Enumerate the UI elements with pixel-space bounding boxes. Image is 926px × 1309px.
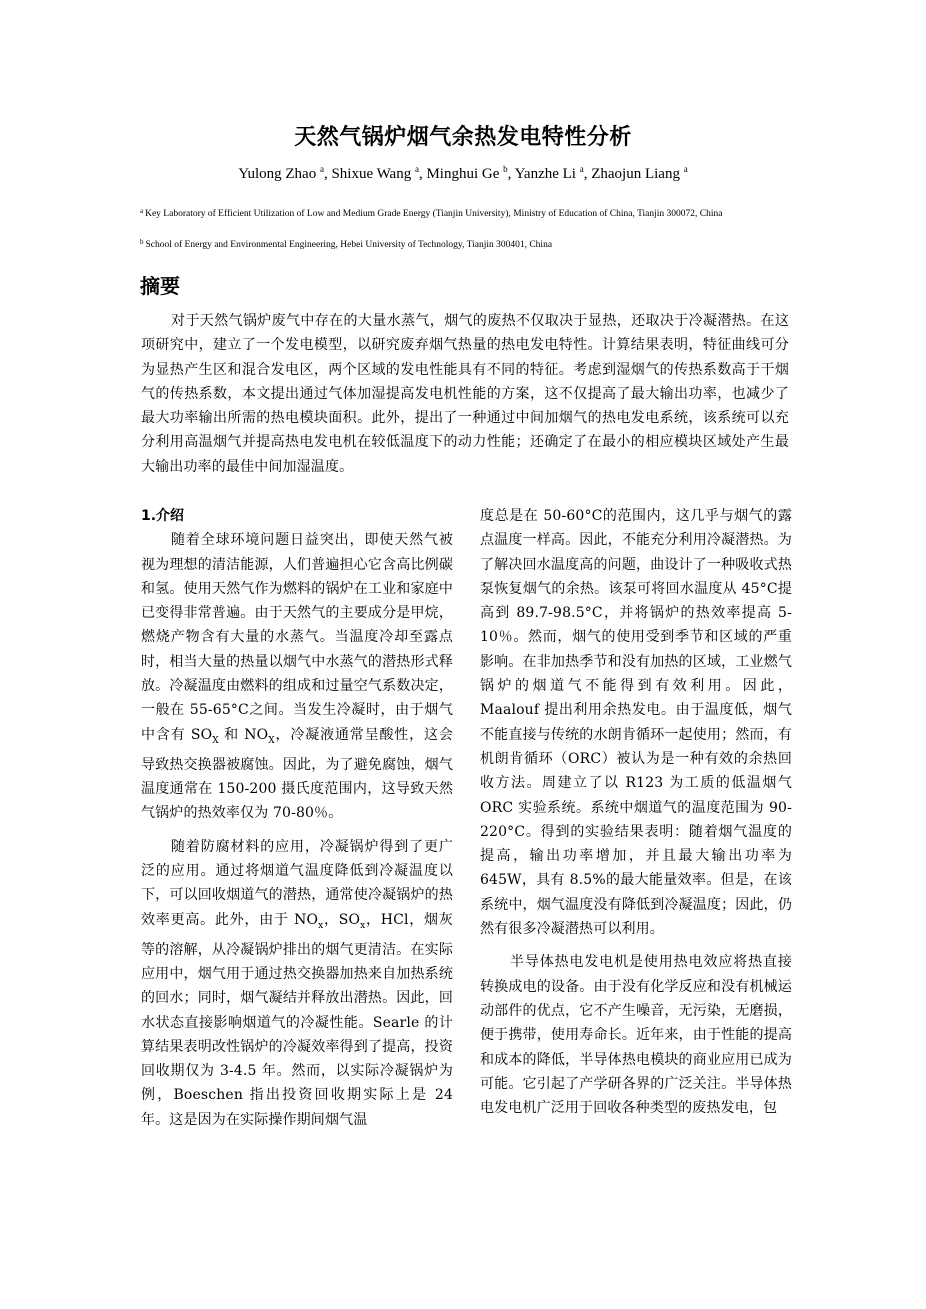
author-name: Yulong Zhao — [238, 166, 317, 182]
left-column — [141, 504, 453, 1132]
affiliation-a — [140, 207, 800, 219]
subscript: x — [360, 920, 366, 931]
intro-paragraph-1 — [141, 528, 453, 825]
text-run: ，冷凝液通常呈酸性，这会导致热交换器被腐蚀。因此，为了避免腐蚀，烟气温度通常在 150-200 摄氏度范围内，这导致天然气锅炉的热效率仅为 70-80％。 — [141, 726, 453, 822]
text-run: 和 NO — [218, 726, 269, 743]
affiliation-mark: a — [140, 207, 144, 215]
paper-title: 天然气锅炉烟气余热发电特性分析 — [294, 125, 632, 150]
text-run: 随着防腐材料的应用，冷凝锅炉得到了更广泛的应用。通过将烟道气温度降低到冷凝温度以下，可以回收烟道气的潜热，通常使冷凝锅炉的热效率更高。此外，由于 NO — [141, 838, 453, 928]
text-run: ，SO — [323, 911, 361, 928]
affiliation-b — [140, 238, 800, 250]
author-affil-mark: a — [319, 164, 324, 174]
affiliation-text: Key Laboratory of Efficient Utilization of Low and Medium Grade Energy (Tianjin University), Ministry of Education of China, Tianjin 300072, China — [145, 209, 723, 219]
author-affil-mark: a — [683, 164, 688, 174]
abstract-heading: 摘要 — [140, 274, 180, 298]
affiliation-text: School of Energy and Environmental Engineering, Hebei University of Technology, Tianjin 300401, China — [145, 240, 553, 250]
author-name: Yanzhe Li — [514, 166, 576, 182]
intro-paragraph-2 — [141, 835, 453, 1132]
text-run: 随着全球环境问题日益突出，即使天然气被视为理想的清洁能源，人们普遍担心它含高比例碳和氢。使用天然气作为燃料的锅炉在工业和家庭中已变得非常普遍。由于天然气的主要成分是甲烷，燃烧产物含有大量的水蒸气。当温度冷却至露点时，相当大量的热量以烟气中水蒸气的潜热形式释放。冷凝温度由燃料的组成和过量空气系数决定，一般在 55-65°C之间。当发生冷凝时，由于烟气中含有 SO — [141, 532, 453, 743]
intro-paragraph-3: 半导体热电发电机是使用热电效应将热直接转换成电的设备。由于没有化学反应和没有机械运动部件的优点，它不产生噪音，无污染，无磨损，便于携带，使用寿命长。近年来，由于性能的提高和成本的降低，半导体热电模块的商业应用已成为可能。它引起了产学研各界的广泛关注。半导体热电发电机广泛用于回收各种类型的废热发电，包 — [480, 954, 792, 1117]
section-heading-intro: 1.介绍 — [141, 508, 185, 524]
author-name: Minghui Ge — [426, 166, 500, 182]
author-name: Shixue Wang — [331, 166, 412, 182]
author-affil-mark: b — [503, 164, 508, 174]
right-column — [480, 504, 792, 1120]
author-affil-mark: a — [414, 164, 419, 174]
intro-paragraph-2-continued: 度总是在 50-60°C的范围内，这几乎与烟气的露点温度一样高。因此，不能充分利用冷凝潜热。为了解决回水温度高的问题，曲设计了一种吸收式热泵恢复烟气的余热。该泵可将回水温度从 45°C提高到 89.7-98.5°C，并将锅炉的热效率提高 5-10％。然而，烟气的使用受到季节和区域的严重影响。在非加热季节和没有加热的区域，工业燃气锅炉的烟道气不能得到有效利用。因此，Maalouf 提出利用余热发电。由于温度低，烟气不能直接与传统的水朗肯循环一起使用；然而，有机朗肯循环（ORC）被认为是一种有效的余热回收方法。周建立了以 R123 为工质的低温烟气 ORC 实验系统。系统中烟道气的温度范围为 90-220°C。得到的实验结果表明：随着烟气温度的提高，输出功率增加，并且最大输出功率为 645W，具有 8.5%的最大能量效率。但是，在该系统中，烟气温度没有降低到冷凝温度；因此，仍然有很多冷凝潜热可以利用。 — [480, 508, 792, 938]
subscript: x — [318, 920, 324, 931]
subscript: X — [212, 735, 219, 746]
subscript: X — [268, 735, 275, 746]
affiliation-mark: b — [140, 238, 144, 246]
author-affil-mark: a — [579, 164, 584, 174]
abstract-body: 对于天然气锅炉废气中存在的大量水蒸气，烟气的废热不仅取决于显热，还取决于冷凝潜热。在这项研究中，建立了一个发电模型，以研究废弃烟气热量的热电发电特性。计算结果表明，特征曲线可分为显热产生区和混合发电区，两个区域的发电性能具有不同的特征。考虑到湿烟气的传热系数高于干烟气的传热系数，本文提出通过气体加湿提高发电机性能的方案，这不仅提高了最大输出功率，也减少了最大功率输出所需的热电模块面积。此外，提出了一种通过中间加烟气的热电发电系统，该系统可以充分利用高温烟气并提高热电发电机在较低温度下的动力性能；还确定了在最小的相应模块区域处产生最大输出功率的最佳中间加湿温度。 — [141, 313, 789, 475]
author-name: Zhaojun Liang — [591, 166, 680, 182]
text-run: ，HCl，烟灰等的溶解，从冷凝锅炉排出的烟气更清洁。在实际应用中，烟气用于通过热交换器加热来自加热系统的回水；同时，烟气凝结并释放出潜热。因此，回水状态直接影响烟道气的冷凝性能。Searle 的计算结果表明改性锅炉的冷凝效率得到了提高，投资回收期仅为 3-4.5 年。然而，以实际冷凝锅炉为例，Boeschen 指出投资回收期实际上是 24 年。这是因为在实际操作期间烟气温 — [141, 911, 453, 1128]
author-list: Yulong Zhao $^a$, Shixue Wang $^a$, Minghui Ge $^b$, Yanzhe Li $^a$, Zhaojun Liang $^a$ — [238, 164, 688, 182]
